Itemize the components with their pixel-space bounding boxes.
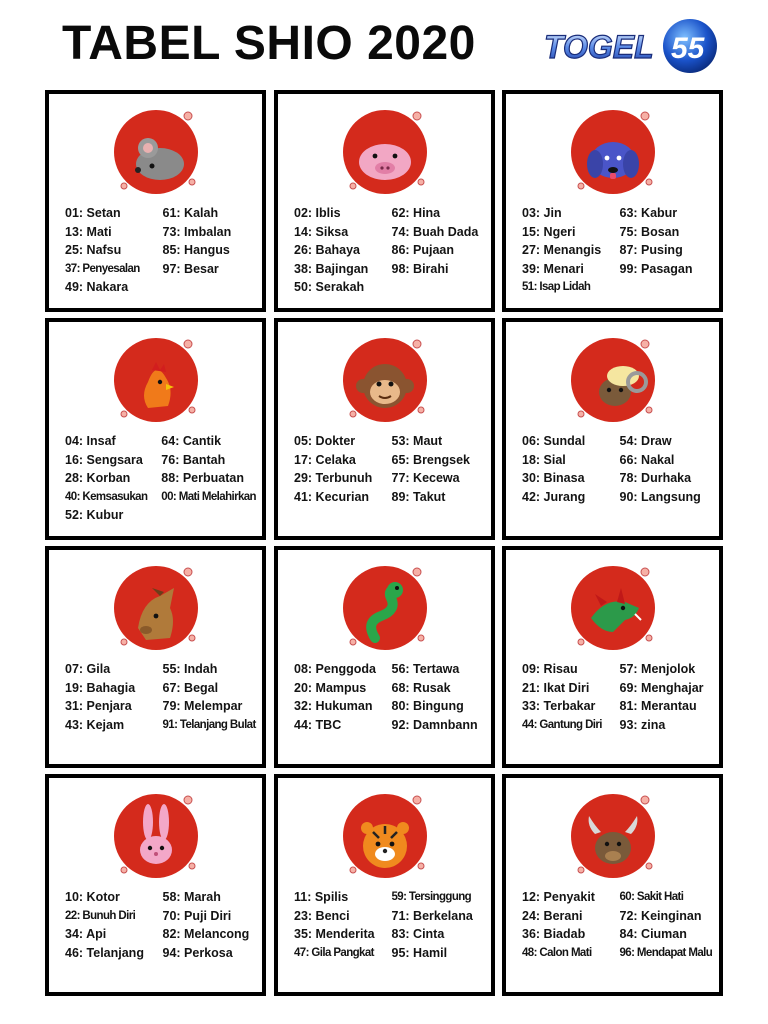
list-item: 08: Penggoda bbox=[294, 662, 376, 676]
list-item: 75: Bosan bbox=[619, 224, 680, 239]
list-item: 40: Kemsasukan bbox=[65, 490, 148, 503]
list-item: 21: Ikat Diri bbox=[522, 680, 590, 695]
list-item: 16: Sengsara bbox=[65, 452, 143, 467]
svg-text:TOGEL: TOGEL bbox=[544, 29, 654, 65]
list-item: 24: Berani bbox=[522, 908, 583, 923]
list-item: 28: Korban bbox=[65, 471, 131, 485]
list-item: 93: zina bbox=[619, 717, 666, 732]
list-item: 97: Besar bbox=[162, 261, 219, 276]
list-item: 44: TBC bbox=[294, 717, 342, 732]
list-item: 99: Pasagan bbox=[619, 261, 693, 276]
list-item: 63: Kabur bbox=[619, 206, 678, 220]
list-column-right bbox=[616, 432, 714, 506]
list-item: 79: Melempar bbox=[162, 699, 243, 713]
list-item: 03: Jin bbox=[522, 206, 562, 220]
number-meaning-list bbox=[294, 204, 485, 297]
list-column-right bbox=[159, 204, 257, 297]
list-item: 44: Gantung Diri bbox=[522, 718, 602, 731]
shio-card-dog bbox=[502, 90, 723, 312]
shio-card-goat bbox=[502, 318, 723, 540]
list-column-right bbox=[388, 660, 486, 734]
number-meaning-list bbox=[522, 204, 713, 297]
list-item: 05: Dokter bbox=[294, 434, 356, 448]
list-column-left bbox=[65, 432, 157, 525]
list-item: 15: Ngeri bbox=[522, 224, 576, 239]
list-item: 53: Maut bbox=[391, 434, 443, 448]
rabbit-icon bbox=[108, 786, 204, 882]
list-column-right bbox=[616, 660, 714, 734]
pig-icon bbox=[337, 102, 433, 198]
list-item: 55: Indah bbox=[162, 662, 218, 676]
list-column-left bbox=[65, 204, 159, 297]
list-item: 91: Telanjang Bulat bbox=[162, 718, 256, 731]
list-item: 78: Durhaka bbox=[619, 471, 692, 485]
list-item: 54: Draw bbox=[619, 434, 672, 448]
list-item: 60: Sakit Hati bbox=[619, 891, 684, 903]
list-item: 06: Sundal bbox=[522, 434, 586, 448]
horse-icon bbox=[108, 558, 204, 654]
list-column-right bbox=[157, 432, 256, 525]
shio-card-horse bbox=[45, 546, 266, 768]
list-column-left bbox=[294, 432, 388, 506]
list-item: 66: Nakal bbox=[619, 452, 675, 467]
list-column-right bbox=[388, 204, 486, 297]
shio-card-snake bbox=[274, 546, 495, 768]
list-column-left bbox=[294, 888, 388, 962]
shio-card-pig bbox=[274, 90, 495, 312]
list-column-left bbox=[294, 204, 388, 297]
list-item: 31: Penjara bbox=[65, 699, 132, 713]
list-item: 12: Penyakit bbox=[522, 890, 595, 904]
list-item: 76: Bantah bbox=[161, 452, 226, 467]
list-item: 00: Mati Melahirkan bbox=[161, 490, 256, 503]
page-title: TABEL SHIO 2020 bbox=[62, 17, 476, 70]
list-item: 58: Marah bbox=[162, 890, 221, 904]
list-item: 87: Pusing bbox=[619, 243, 683, 257]
number-meaning-list bbox=[65, 660, 256, 734]
list-item: 38: Bajingan bbox=[294, 261, 369, 276]
list-item: 52: Kubur bbox=[65, 508, 124, 522]
list-column-right bbox=[616, 888, 714, 962]
list-item: 18: Sial bbox=[522, 452, 566, 467]
list-column-left bbox=[65, 660, 159, 734]
shio-card-dragon bbox=[502, 546, 723, 768]
list-column-right bbox=[388, 432, 486, 506]
list-item: 69: Menghajar bbox=[619, 680, 704, 695]
list-column-left bbox=[522, 888, 616, 962]
list-column-left bbox=[65, 888, 159, 962]
list-item: 98: Birahi bbox=[391, 261, 449, 276]
number-meaning-list bbox=[522, 432, 713, 506]
list-item: 77: Kecewa bbox=[391, 471, 460, 485]
list-item: 71: Berkelana bbox=[391, 908, 473, 923]
list-item: 67: Begal bbox=[162, 680, 219, 695]
shio-card-rabbit bbox=[45, 774, 266, 996]
number-meaning-list bbox=[294, 660, 485, 734]
list-item: 01: Setan bbox=[65, 206, 121, 220]
tiger-icon bbox=[337, 786, 433, 882]
list-item: 80: Bingung bbox=[391, 699, 464, 713]
list-column-left bbox=[522, 204, 616, 297]
list-item: 09: Risau bbox=[522, 662, 578, 676]
list-item: 19: Bahagia bbox=[65, 680, 136, 695]
number-meaning-list bbox=[65, 204, 256, 297]
list-item: 07: Gila bbox=[65, 662, 111, 676]
shio-card-rat bbox=[45, 90, 266, 312]
list-item: 96: Mendapat Malu bbox=[619, 946, 713, 959]
list-column-right bbox=[159, 888, 257, 962]
list-item: 56: Tertawa bbox=[391, 662, 460, 676]
list-item: 35: Menderita bbox=[294, 927, 375, 941]
list-item: 57: Menjolok bbox=[619, 662, 696, 676]
list-item: 70: Puji Diri bbox=[162, 908, 232, 923]
list-item: 02: Iblis bbox=[294, 206, 341, 220]
dragon-icon bbox=[565, 558, 661, 654]
monkey-icon bbox=[337, 330, 433, 426]
list-column-right bbox=[616, 204, 714, 297]
list-item: 37: Penyesalan bbox=[65, 262, 140, 275]
shio-card-monkey bbox=[274, 318, 495, 540]
list-item: 81: Merantau bbox=[619, 699, 697, 713]
list-item: 94: Perkosa bbox=[162, 945, 233, 960]
list-item: 83: Cinta bbox=[391, 927, 445, 941]
list-column-left bbox=[294, 660, 388, 734]
list-item: 27: Menangis bbox=[522, 243, 602, 257]
list-item: 43: Kejam bbox=[65, 717, 125, 732]
list-item: 86: Pujaan bbox=[391, 243, 455, 257]
list-item: 74: Buah Dada bbox=[391, 224, 479, 239]
snake-icon bbox=[337, 558, 433, 654]
list-item: 23: Benci bbox=[294, 908, 350, 923]
list-item: 30: Binasa bbox=[522, 471, 585, 485]
list-item: 85: Hangus bbox=[162, 243, 230, 257]
list-item: 36: Biadab bbox=[522, 927, 586, 941]
list-item: 46: Telanjang bbox=[65, 945, 144, 960]
list-item: 95: Hamil bbox=[391, 945, 448, 960]
list-item: 25: Nafsu bbox=[65, 243, 122, 257]
list-item: 48: Calon Mati bbox=[522, 946, 592, 959]
number-meaning-list bbox=[65, 432, 256, 525]
shio-card-rooster bbox=[45, 318, 266, 540]
rat-icon bbox=[108, 102, 204, 198]
number-meaning-list bbox=[294, 432, 485, 506]
list-item: 49: Nakara bbox=[65, 280, 129, 294]
number-meaning-list bbox=[522, 888, 713, 962]
list-item: 17: Celaka bbox=[294, 452, 356, 467]
list-item: 65: Brengsek bbox=[391, 452, 471, 467]
list-item: 22: Bunuh Diri bbox=[65, 909, 136, 922]
list-column-left bbox=[522, 432, 616, 506]
list-item: 33: Terbakar bbox=[522, 699, 596, 713]
list-column-left bbox=[522, 660, 616, 734]
list-item: 88: Perbuatan bbox=[161, 471, 244, 485]
list-item: 13: Mati bbox=[65, 224, 112, 239]
rooster-icon bbox=[108, 330, 204, 426]
list-item: 84: Ciuman bbox=[619, 927, 687, 941]
list-item: 73: Imbalan bbox=[162, 224, 232, 239]
list-item: 50: Serakah bbox=[294, 280, 365, 294]
number-meaning-list bbox=[522, 660, 713, 734]
list-item: 89: Takut bbox=[391, 489, 446, 504]
list-item: 11: Spilis bbox=[294, 890, 349, 904]
number-meaning-list bbox=[294, 888, 485, 962]
list-item: 39: Menari bbox=[522, 261, 584, 276]
list-item: 82: Melancong bbox=[162, 927, 250, 941]
shio-card-tiger bbox=[274, 774, 495, 996]
list-item: 04: Insaf bbox=[65, 434, 116, 448]
list-item: 14: Siksa bbox=[294, 224, 349, 239]
list-item: 68: Rusak bbox=[391, 680, 451, 695]
ox-icon bbox=[565, 786, 661, 882]
list-item: 41: Kecurian bbox=[294, 489, 370, 504]
list-item: 62: Hina bbox=[391, 206, 441, 220]
list-item: 90: Langsung bbox=[619, 489, 701, 504]
goat-icon bbox=[565, 330, 661, 426]
list-column-right bbox=[159, 660, 257, 734]
shio-card-ox bbox=[502, 774, 723, 996]
dog-icon bbox=[565, 102, 661, 198]
list-item: 61: Kalah bbox=[162, 206, 219, 220]
list-item: 72: Keinginan bbox=[619, 908, 702, 923]
list-item: 26: Bahaya bbox=[294, 243, 361, 257]
list-item: 59: Tersinggung bbox=[391, 891, 472, 903]
list-item: 29: Terbunuh bbox=[294, 471, 373, 485]
number-meaning-list bbox=[65, 888, 256, 962]
list-item: 42: Jurang bbox=[522, 489, 586, 504]
svg-text:55: 55 bbox=[671, 32, 705, 65]
list-item: 92: Damnbann bbox=[391, 717, 478, 732]
list-item: 20: Mampus bbox=[294, 680, 367, 695]
list-column-right bbox=[388, 888, 486, 962]
togel55-logo bbox=[540, 18, 720, 76]
list-item: 10: Kotor bbox=[65, 890, 120, 904]
list-item: 51: Isap Lidah bbox=[522, 281, 591, 293]
list-item: 64: Cantik bbox=[161, 434, 222, 448]
list-item: 47: Gila Pangkat bbox=[294, 946, 374, 959]
list-item: 34: Api bbox=[65, 927, 107, 941]
list-item: 32: Hukuman bbox=[294, 699, 373, 713]
